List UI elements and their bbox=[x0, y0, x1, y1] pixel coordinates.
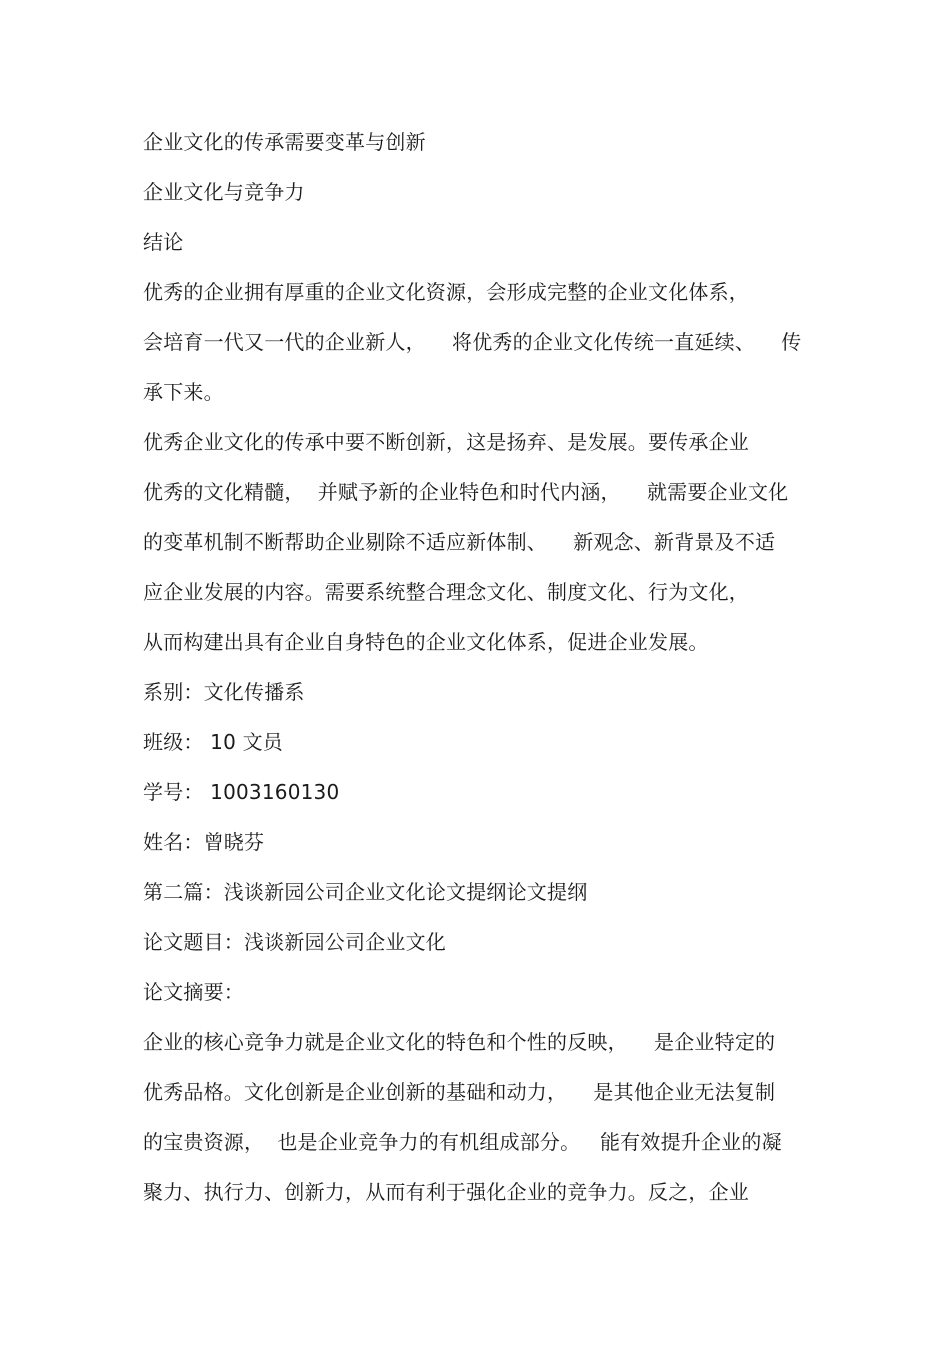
text-line: 第二篇：浅谈新园公司企业文化论文提纲论文提纲 bbox=[143, 880, 588, 904]
text-line: 班级： 10 文员 bbox=[143, 730, 283, 754]
text-line: 优秀品格。文化创新是企业创新的基础和动力， 是其他企业无法复制 bbox=[143, 1080, 776, 1104]
text-line: 结论 bbox=[143, 230, 184, 254]
text-line: 企业文化与竞争力 bbox=[143, 180, 305, 204]
text-line: 优秀企业文化的传承中要不断创新，这是扬弃、是发展。要传承企业 bbox=[143, 430, 749, 454]
text-line: 系别：文化传播系 bbox=[143, 680, 305, 704]
text-line: 姓名：曾晓芬 bbox=[143, 830, 265, 854]
text-line: 会培育一代又一代的企业新人， 将优秀的企业文化传统一直延续、 传 bbox=[143, 330, 802, 354]
text-line: 的宝贵资源， 也是企业竞争力的有机组成部分。 能有效提升企业的凝 bbox=[143, 1130, 782, 1154]
text-line: 企业的核心竞争力就是企业文化的特色和个性的反映， 是企业特定的 bbox=[143, 1030, 776, 1054]
text-line: 的变革机制不断帮助企业剔除不适应新体制、 新观念、新背景及不适 bbox=[143, 530, 776, 554]
text-line: 优秀的文化精髓， 并赋予新的企业特色和时代内涵， 就需要企业文化 bbox=[143, 480, 789, 504]
text-line: 从而构建出具有企业自身特色的企业文化体系，促进企业发展。 bbox=[143, 630, 709, 654]
text-line: 论文题目：浅谈新园公司企业文化 bbox=[143, 930, 446, 954]
text-line: 企业文化的传承需要变革与创新 bbox=[143, 130, 426, 154]
text-line: 优秀的企业拥有厚重的企业文化资源，会形成完整的企业文化体系， bbox=[143, 280, 749, 304]
text-line: 承下来。 bbox=[143, 380, 224, 404]
text-line: 学号： 1003160130 bbox=[143, 780, 340, 804]
text-line: 聚力、执行力、创新力，从而有利于强化企业的竞争力。反之，企业 bbox=[143, 1180, 749, 1204]
text-line: 应企业发展的内容。需要系统整合理念文化、制度文化、行为文化， bbox=[143, 580, 749, 604]
text-line: 论文摘要： bbox=[143, 980, 244, 1004]
